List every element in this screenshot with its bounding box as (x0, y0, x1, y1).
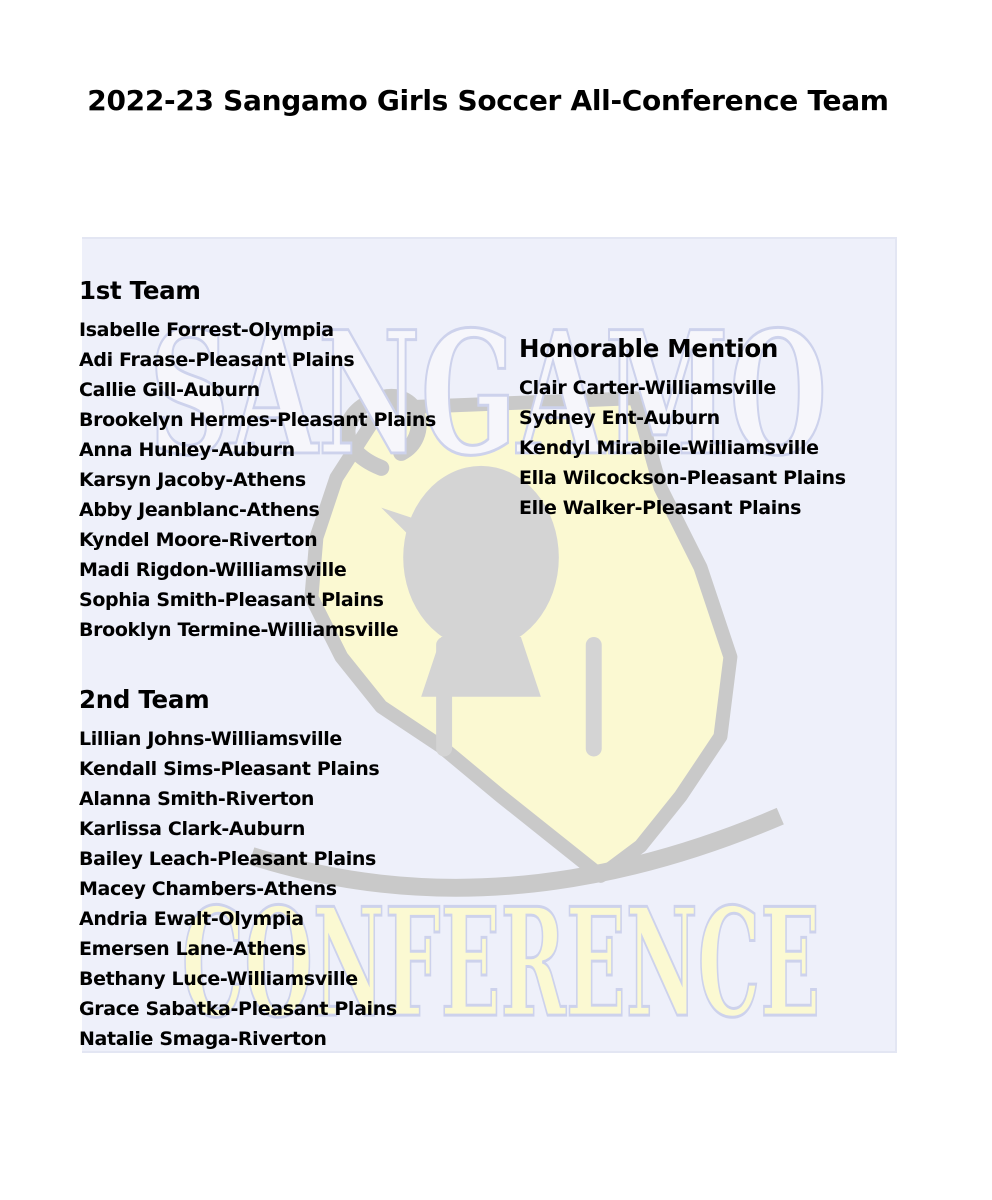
first-team-section (79, 276, 436, 645)
player-item: Macey Chambers-Athens (79, 878, 337, 901)
player-item: Andria Ewalt-Olympia (79, 908, 304, 931)
player-item: Sophia Smith-Pleasant Plains (79, 589, 384, 612)
player-item: Kyndel Moore-Riverton (79, 529, 318, 552)
player-item: Elle Walker-Pleasant Plains (519, 497, 802, 520)
player-item: Isabelle Forrest-Olympia (79, 319, 334, 342)
second-team-list (79, 724, 397, 1054)
honorable-mention-section (519, 334, 846, 523)
player-item: Bailey Leach-Pleasant Plains (79, 848, 377, 871)
first-team-list (79, 315, 436, 645)
player-item: Emersen Lane-Athens (79, 938, 306, 961)
player-item: Brookelyn Hermes-Pleasant Plains (79, 409, 436, 432)
second-team-heading: 2nd Team (79, 685, 210, 714)
player-item: Ella Wilcockson-Pleasant Plains (519, 467, 846, 490)
second-team-section (79, 685, 397, 1054)
player-item: Callie Gill-Auburn (79, 379, 260, 402)
player-item: Anna Hunley-Auburn (79, 439, 295, 462)
player-item: Bethany Luce-Williamsville (79, 968, 358, 991)
page-title: 2022-23 Sangamo Girls Soccer All-Conference Team (87, 84, 889, 117)
player-item: Madi Rigdon-Williamsville (79, 559, 347, 582)
player-item: Natalie Smaga-Riverton (79, 1028, 327, 1051)
player-item: Grace Sabatka-Pleasant Plains (79, 998, 397, 1021)
player-item: Kendyl Mirabile-Williamsville (519, 437, 819, 460)
player-item: Brooklyn Termine-Williamsville (79, 619, 399, 642)
honorable-mention-heading: Honorable Mention (519, 334, 779, 363)
watermark-conference-text: CONFERENCE (181, 876, 821, 1051)
watermark-sangamo-text: SANGAMO (148, 294, 828, 493)
player-item: Lillian Johns-Williamsville (79, 728, 342, 751)
player-item: Alanna Smith-Riverton (79, 788, 315, 811)
player-item: Sydney Ent-Auburn (519, 407, 720, 430)
first-team-heading: 1st Team (79, 276, 201, 305)
player-item: Clair Carter-Williamsville (519, 377, 776, 400)
player-item: Karsyn Jacoby-Athens (79, 469, 306, 492)
player-item: Adi Fraase-Pleasant Plains (79, 349, 355, 372)
player-item: Kendall Sims-Pleasant Plains (79, 758, 380, 781)
player-item: Karlissa Clark-Auburn (79, 818, 306, 841)
honorable-mention-list (519, 373, 846, 523)
player-item: Abby Jeanblanc-Athens (79, 499, 320, 522)
